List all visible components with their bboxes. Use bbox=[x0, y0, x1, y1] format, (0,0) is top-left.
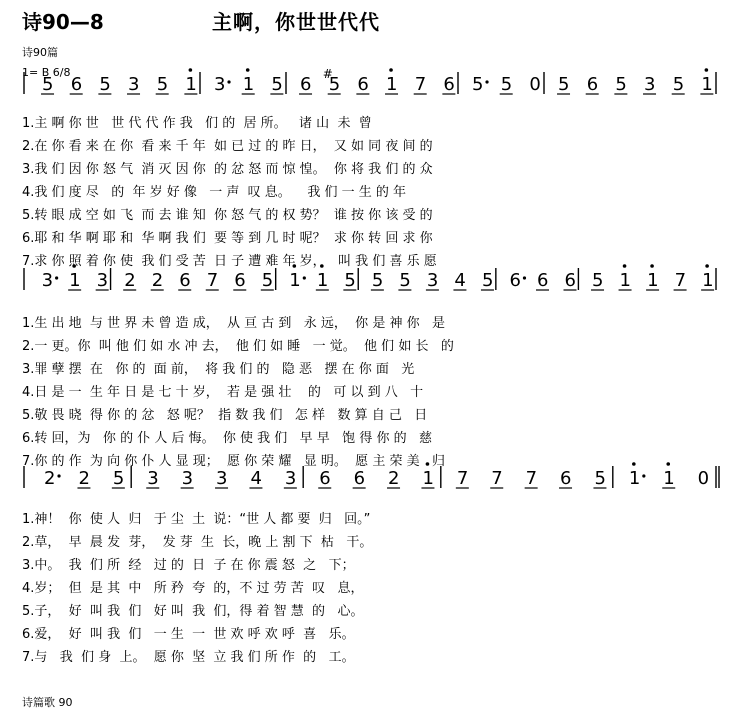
octave-dot bbox=[666, 462, 670, 466]
note: 1 bbox=[316, 270, 329, 291]
note: 5 bbox=[271, 74, 283, 95]
hymn-title: 主啊，你世世代代 bbox=[212, 10, 380, 34]
note: 1 bbox=[185, 74, 197, 95]
lyric-line: 3.我 们 因 你 怒 气 消 灭 因 你 的 忿 怒 而 惊 惶。 你 将 我 们 的 众 bbox=[22, 162, 433, 177]
note: 1 bbox=[422, 468, 434, 489]
note: 5 bbox=[371, 270, 384, 291]
duration-dot bbox=[523, 276, 526, 279]
duration-dot bbox=[55, 276, 58, 279]
octave-dot bbox=[623, 264, 627, 268]
note: 6 bbox=[443, 74, 455, 95]
key-signature: 1= B 6/8 bbox=[22, 66, 71, 79]
note: 2 bbox=[78, 468, 90, 489]
lyric-line: 5.子， 好 叫 我 们 好 叫 我 们，得 着 智 慧 的 心。 bbox=[22, 604, 364, 619]
note: 6 bbox=[353, 468, 366, 489]
note: 2 bbox=[124, 270, 136, 291]
scripture-reference: 诗90篇 bbox=[22, 46, 58, 59]
note: 5 bbox=[592, 270, 604, 291]
note: 7 bbox=[525, 468, 538, 489]
octave-dot bbox=[632, 462, 636, 466]
note: 4 bbox=[250, 468, 262, 489]
octave-dot bbox=[246, 68, 250, 72]
note: 5 bbox=[615, 74, 627, 95]
note: 1 bbox=[619, 270, 632, 291]
note: 5 bbox=[42, 74, 54, 95]
note: 6 bbox=[300, 74, 312, 95]
note: 3 bbox=[284, 468, 297, 489]
note: 0 bbox=[529, 74, 541, 95]
footer-label: 诗篇歌 90 bbox=[22, 696, 73, 709]
note: 5 bbox=[481, 270, 494, 291]
lyric-line: 6.耶 和 华 啊 耶 和 华 啊 我 们 要 等 到 几 时 呢？ 求 你 转 回 求 你 bbox=[22, 231, 433, 246]
note: 3 bbox=[214, 74, 226, 95]
note: 5 bbox=[558, 74, 570, 95]
lyric-line: 6.爱， 好 叫 我 们 一 生 一 世 欢 呼 欢 呼 喜 乐。 bbox=[22, 627, 355, 642]
note: 2 bbox=[151, 270, 164, 291]
note: 3 bbox=[181, 468, 194, 489]
lyric-line: 7.求 你 照 着 你 使 我 们 受 苦 日 子 遭 难 年 岁， 叫 我 们 喜 乐 愿 bbox=[22, 254, 437, 269]
note: 3 bbox=[128, 74, 140, 95]
lyric-line: 1.生 出 地 与 世 界 未 曾 造 成， 从 亘 古 到 永 远， 你 是 神 你 是 bbox=[22, 316, 445, 331]
note: 5 bbox=[472, 74, 484, 95]
note: 7 bbox=[414, 74, 427, 95]
lyric-line: 3.中。 我 们 所 经 过 的 日 子 在 你 震 怒 之 下； bbox=[22, 558, 355, 573]
octave-dot bbox=[389, 68, 393, 72]
note: 6 bbox=[586, 74, 599, 95]
note: 6 bbox=[536, 270, 549, 291]
duration-dot bbox=[57, 474, 60, 477]
note: 3 bbox=[216, 468, 228, 489]
note: 1 bbox=[242, 74, 255, 95]
lyric-line: 1.主 啊 你 世 世 代 代 作 我 们 的 居 所。 诸 山 未 曾 bbox=[22, 116, 372, 131]
note: 6 bbox=[509, 270, 521, 291]
octave-dot bbox=[650, 264, 654, 268]
lyric-line: 7.与 我 们 身 上。 愿 你 坚 立 我 们 所 作 的 工。 bbox=[22, 650, 355, 665]
note: 7 bbox=[491, 468, 503, 489]
note: 5 bbox=[156, 74, 169, 95]
lyric-line: 4.我 们 度 尽 的 年 岁 好 像 一 声 叹 息。 我 们 一 生 的 年 bbox=[22, 185, 406, 200]
note: 3 bbox=[147, 468, 159, 489]
hymn-number: 诗90—8 bbox=[22, 10, 104, 34]
note: 6 bbox=[70, 74, 83, 95]
note: 7 bbox=[206, 270, 219, 291]
note: 5 bbox=[261, 270, 274, 291]
lyric-line: 4.岁； 但 是 其 中 所 矜 夸 的，不 过 劳 苦 叹 息， bbox=[22, 581, 364, 596]
note: 0 bbox=[697, 468, 710, 489]
note: 1 bbox=[702, 270, 714, 291]
note: 1 bbox=[69, 270, 81, 291]
note: 5 bbox=[399, 270, 411, 291]
note: 1 bbox=[647, 270, 659, 291]
duration-dot bbox=[642, 474, 645, 477]
note: 6 bbox=[357, 74, 369, 95]
lyric-line: 1.神！ 你 使 人 归 于 尘 土 说：“世 人 都 要 归 回。” bbox=[22, 512, 371, 527]
note: 6 bbox=[560, 468, 572, 489]
lyric-line: 7.你 的 作 为 向 你 仆 人 显 现； 愿 你 荣 耀 显 明。 愿 主 荣 美 归 bbox=[22, 454, 445, 469]
note: 5 bbox=[99, 74, 111, 95]
note: 3 bbox=[426, 270, 439, 291]
note: 6 bbox=[564, 270, 576, 291]
octave-dot bbox=[705, 264, 709, 268]
note: 5 bbox=[112, 468, 125, 489]
note: 5 bbox=[594, 468, 606, 489]
octave-dot bbox=[189, 68, 193, 72]
duration-dot bbox=[303, 276, 306, 279]
note: 1 bbox=[663, 468, 675, 489]
note: 2 bbox=[388, 468, 400, 489]
octave-dot bbox=[705, 68, 709, 72]
note: 6 bbox=[319, 468, 331, 489]
lyric-line: 5.敬 畏 晓 得 你 的 忿 怒 呢？ 指 数 我 们 怎 样 数 算 自 己 日 bbox=[22, 408, 428, 423]
note: 1 bbox=[628, 468, 641, 489]
lyric-line: 4.日 是 一 生 年 日 是 七 十 岁， 若 是 强 壮 的 可 以 到 八 十 bbox=[22, 385, 424, 400]
lyric-line: 6.转 回，为 你 的 仆 人 后 悔。 你 使 我 们 早 早 饱 得 你 的 慈 bbox=[22, 431, 432, 446]
note: 6 bbox=[234, 270, 246, 291]
duration-dot bbox=[227, 80, 230, 83]
note: 3 bbox=[41, 270, 54, 291]
note: 3 bbox=[96, 270, 109, 291]
lyric-line: 2.在 你 看 来 在 你 看 来 千 年 如 已 过 的 昨 日， 又 如 同 夜 间 的 bbox=[22, 139, 433, 154]
note: 7 bbox=[674, 270, 687, 291]
note: 6 bbox=[179, 270, 191, 291]
note: 4 bbox=[454, 270, 466, 291]
note: 5 bbox=[344, 270, 356, 291]
lyric-line: 2.草， 早 晨 发 芽， 发 芽 生 长，晚 上 割 下 枯 干。 bbox=[22, 535, 373, 550]
note: 1 bbox=[289, 270, 301, 291]
note: 5 bbox=[672, 74, 685, 95]
note: 3 bbox=[644, 74, 656, 95]
note: 2 bbox=[44, 468, 56, 489]
lyric-line: 2.一 更。你 叫 他 们 如 水 冲 去， 他 们 如 睡 一 觉。 他 们 如 长 的 bbox=[22, 339, 454, 354]
lyric-line: 5.转 眼 成 空 如 飞 而 去 谁 知 你 怒 气 的 权 势？ 谁 按 你 该 受 的 bbox=[22, 208, 433, 223]
note: 5 bbox=[500, 74, 513, 95]
sharp-mark: # bbox=[322, 67, 333, 81]
lyric-line: 3.罪 孽 摆 在 你 的 面 前， 将 我 们 的 隐 恶 摆 在 你 面 光 bbox=[22, 362, 415, 377]
note: 1 bbox=[701, 74, 713, 95]
duration-dot bbox=[485, 80, 488, 83]
note: 5 bbox=[328, 74, 341, 95]
note: 1 bbox=[386, 74, 398, 95]
note: 7 bbox=[456, 468, 469, 489]
